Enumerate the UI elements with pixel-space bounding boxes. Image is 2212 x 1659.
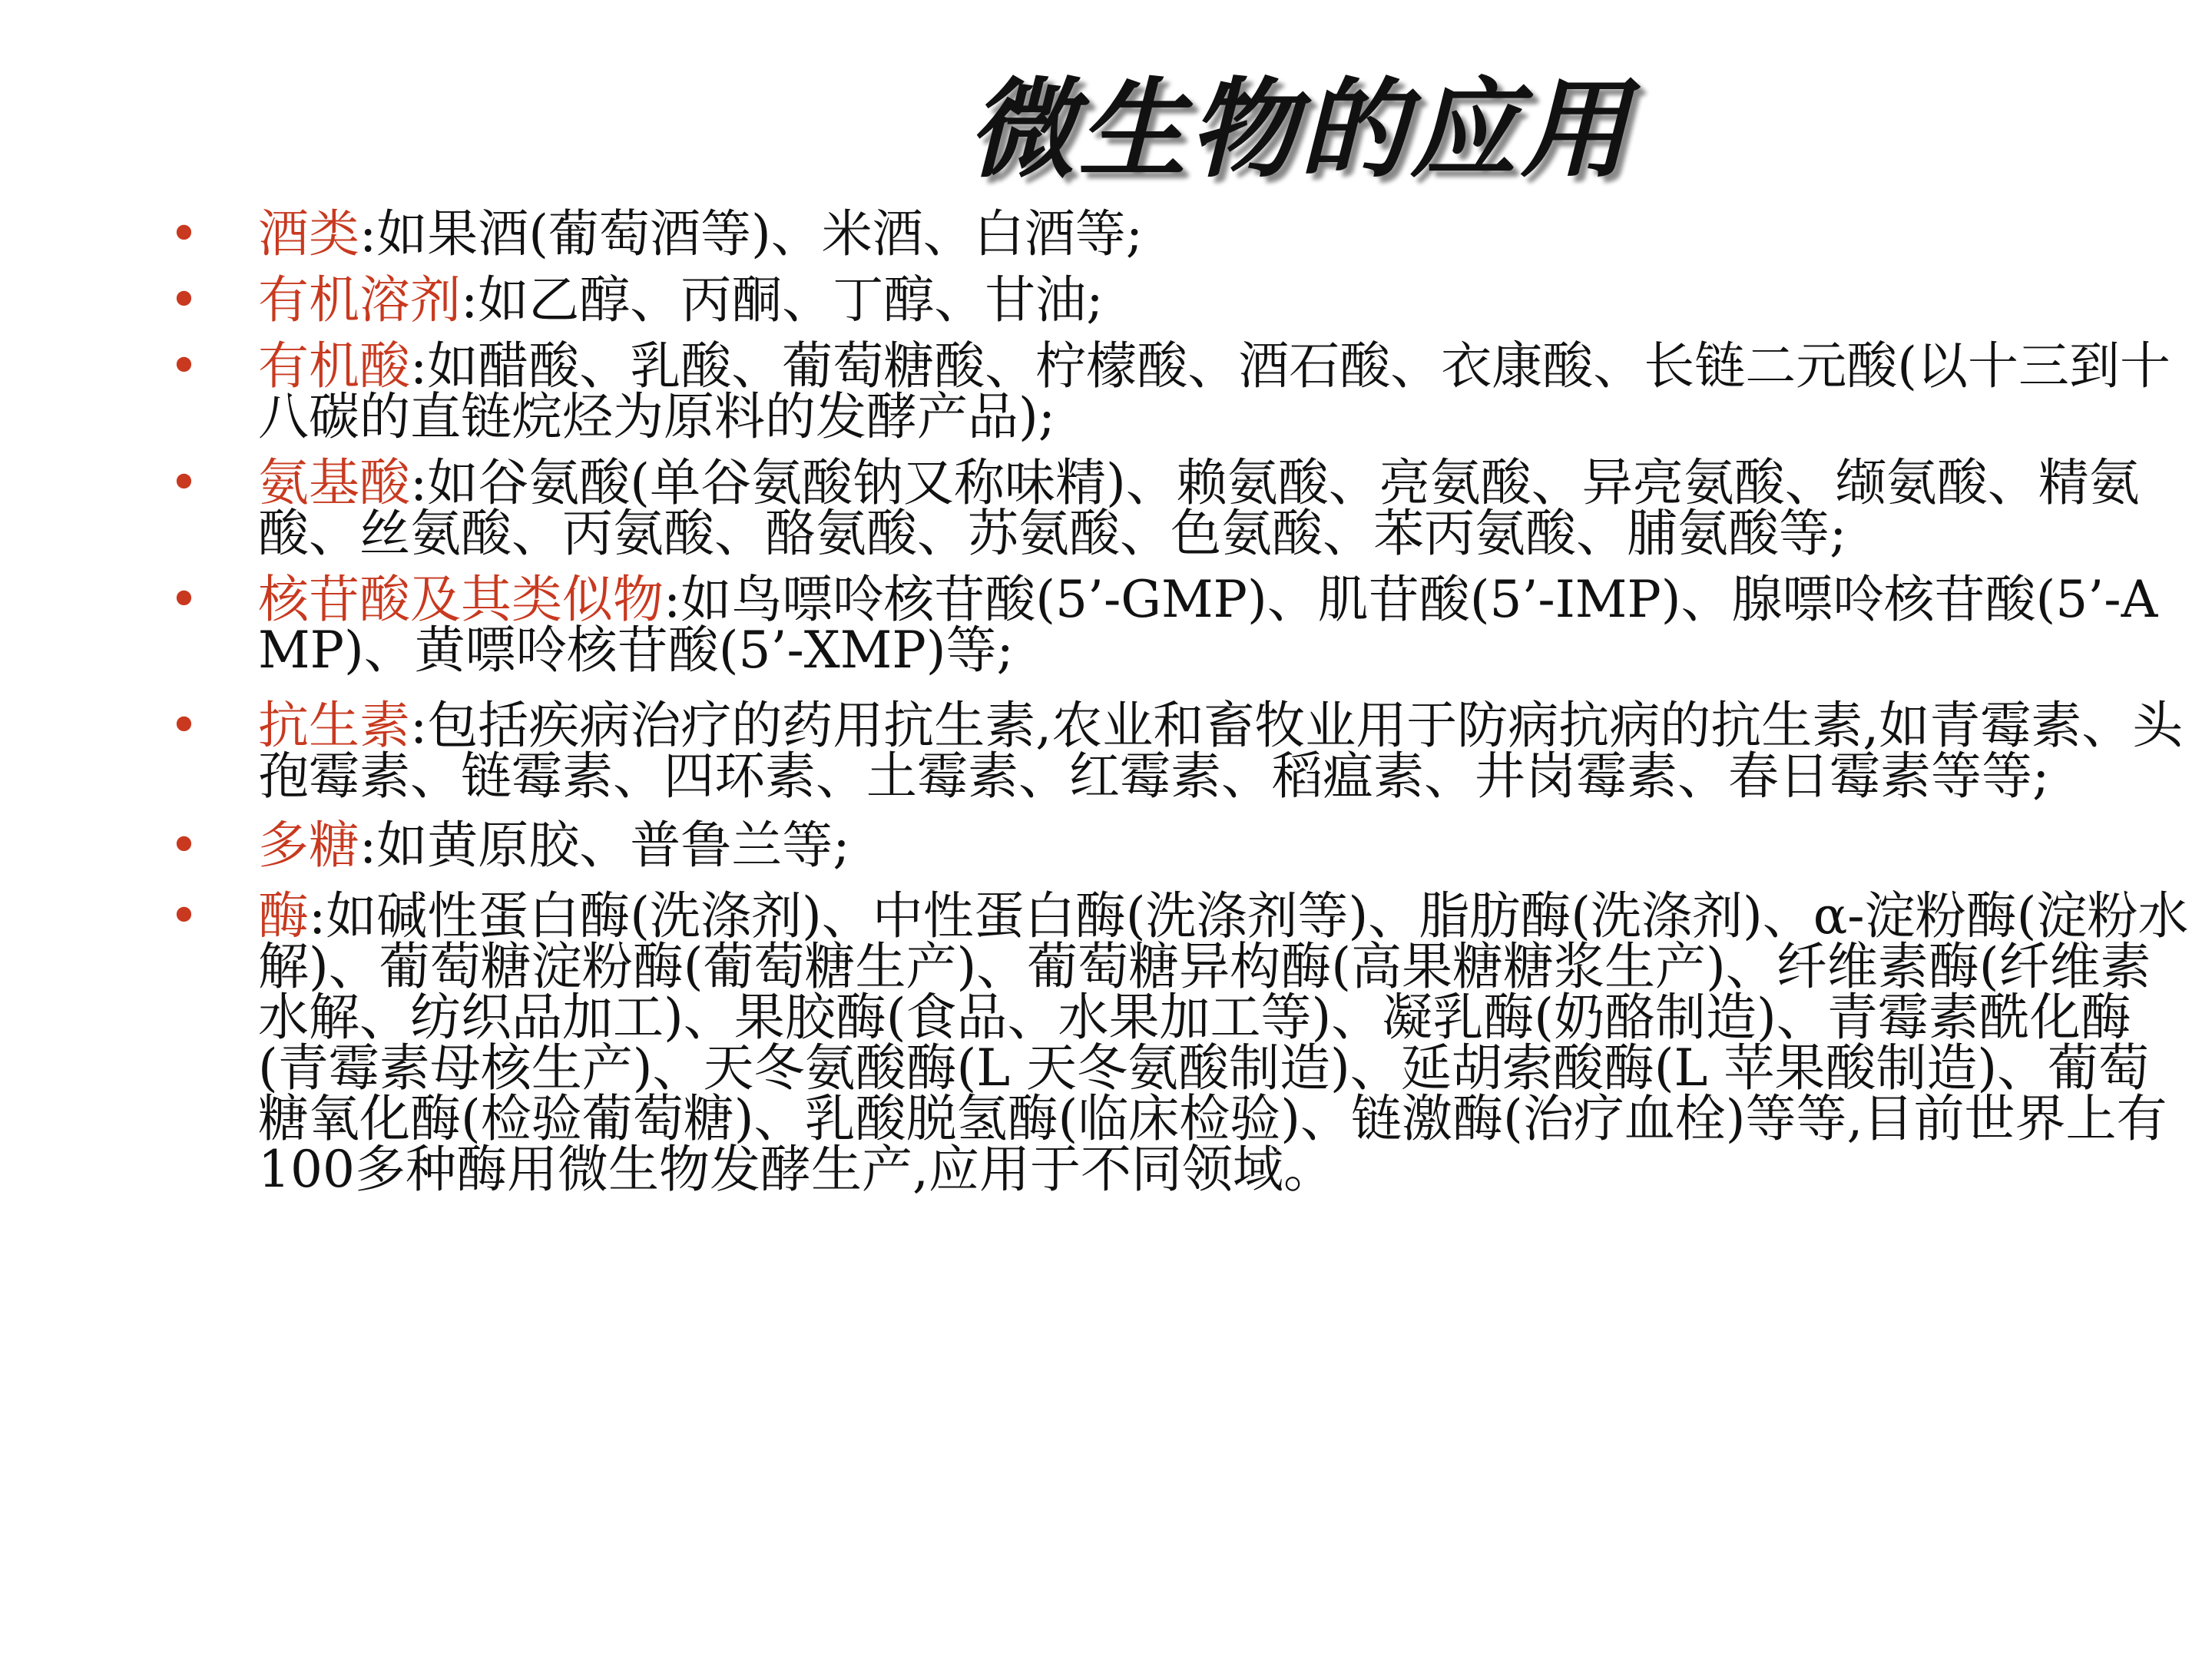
- bullet-item: [169, 336, 2197, 446]
- bullet-dot: •: [169, 270, 199, 329]
- bullet-text: :如谷氨酸(单谷氨酸钠又称味精)、赖氨酸、亮氨酸、异亮氨酸、缬氨酸、精氨酸、丝氨酸、丙氨酸、酪氨酸、苏氨酸、色氨酸、苯丙氨酸、脯氨酸等;: [258, 453, 2140, 563]
- bullet-text: :如果酒(葡萄酒等)、米酒、白酒等;: [359, 204, 1143, 263]
- bullet-text: :如黄原胶、普鲁兰等;: [359, 816, 850, 875]
- bullet-dot: •: [169, 816, 199, 875]
- bullet-term: 氨基酸: [258, 453, 410, 512]
- bullet-dot: •: [169, 204, 199, 263]
- bullet-term: 酒类: [258, 204, 359, 263]
- bullet-term: 核苷酸及其类似物: [258, 570, 664, 629]
- bullet-list: [169, 204, 2197, 1214]
- bullet-dot: •: [169, 336, 199, 396]
- bullet-dot: •: [169, 886, 199, 945]
- bullet-text: :如鸟嘌呤核苷酸(5’-GMP)、肌苷酸(5’-IMP)、腺嘌呤核苷酸(5’-AMP)、黄嘌呤核苷酸(5’-XMP)等;: [258, 570, 2158, 680]
- bullet-dot: •: [169, 453, 199, 512]
- bullet-item: [169, 453, 2197, 563]
- bullet-item: [169, 204, 2197, 263]
- bullet-text: :如醋酸、乳酸、葡萄糖酸、柠檬酸、酒石酸、衣康酸、长链二元酸(以十三到十八碳的直链烷烃为原料的发酵产品);: [258, 336, 2171, 446]
- bullet-term: 有机酸: [258, 336, 410, 396]
- bullet-term: 有机溶剂: [258, 270, 461, 329]
- bullet-dot: •: [169, 696, 199, 755]
- bullet-item: [169, 816, 2197, 875]
- bullet-term: 多糖: [258, 816, 359, 875]
- bullet-item: [169, 270, 2197, 329]
- bullet-item: [169, 696, 2197, 806]
- bullet-item: [169, 570, 2197, 680]
- bullet-dot: •: [169, 570, 199, 629]
- bullet-term: 酶: [258, 886, 309, 945]
- bullet-item: [169, 886, 2197, 1199]
- slide-title: 微生物的应用: [968, 68, 1632, 193]
- bullet-term: 抗生素: [258, 696, 410, 755]
- bullet-text: :如碱性蛋白酶(洗涤剂)、中性蛋白酶(洗涤剂等)、脂肪酶(洗涤剂)、α-淀粉酶(淀粉水解)、葡萄糖淀粉酶(葡萄糖生产)、葡萄糖异构酶(高果糖糖浆生产)、纤维素酶(纤维素水解、纺织品加工)、果胶酶(食品、水果加工等)、凝乳酶(奶酪制造)、青霉素酰化酶(青霉素母核生产)、天冬氨酸酶(L 天冬氨酸制造)、延胡索酸酶(L 苹果酸制造)、葡萄糖氧化酶(检验葡萄糖)、乳酸脱氢酶(临床检验)、链激酶(治疗血栓)等等,目前世界上有100多种酶用微生物发酵生产,应用于不同领域。: [258, 886, 2189, 1199]
- bullet-text: :如乙醇、丙酮、丁醇、甘油;: [461, 270, 1104, 329]
- bullet-text: :包括疾病治疗的药用抗生素,农业和畜牧业用于防病抗病的抗生素,如青霉素、头孢霉素、链霉素、四环素、土霉素、红霉素、稻瘟素、井岗霉素、春日霉素等等;: [258, 696, 2184, 806]
